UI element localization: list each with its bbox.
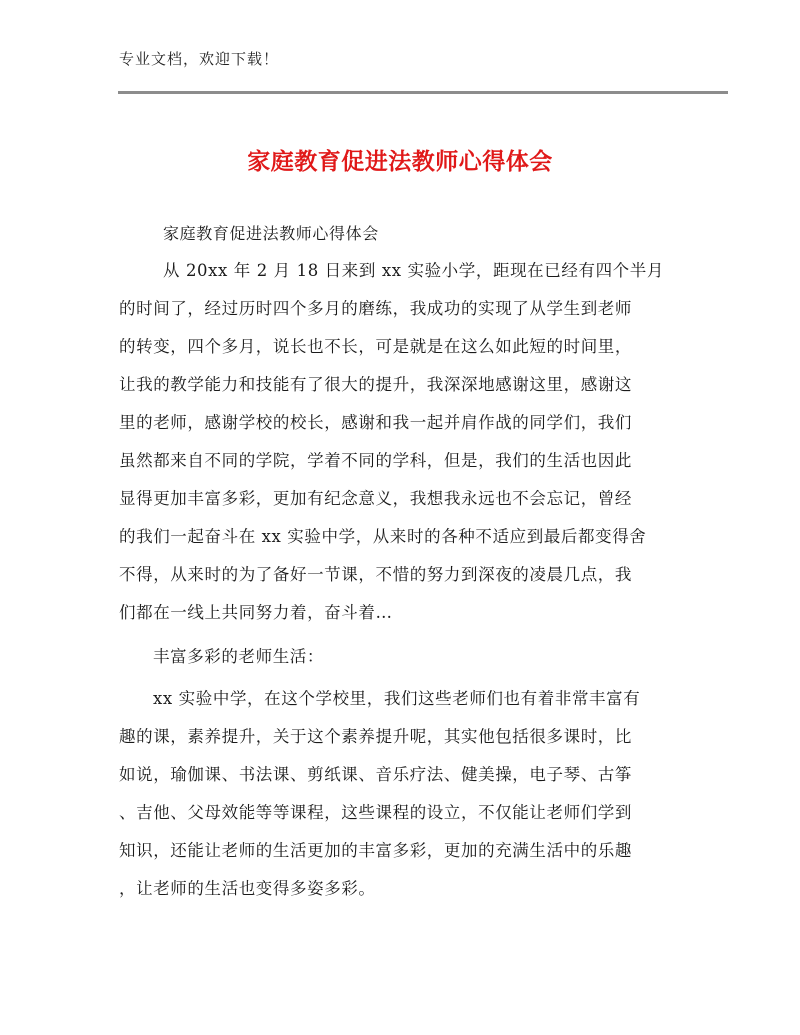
- paragraph-2-line: ，让老师的生活也变得多姿多彩。: [119, 879, 376, 898]
- paragraph-1-line: 们都在一线上共同努力着，奋斗着…: [119, 603, 393, 622]
- paragraph-2-line: 知识，还能让老师的生活更加的丰富多彩，更加的充满生活中的乐趣: [119, 841, 632, 860]
- paragraph-2-line: 趣的课，素养提升，关于这个素养提升呢，其实他包括很多课时，比: [119, 727, 632, 746]
- section-heading: 丰富多彩的老师生活：: [153, 647, 324, 666]
- paragraph-2-line: xx 实验中学，在这个学校里，我们这些老师们也有着非常丰富有: [153, 689, 641, 708]
- paragraph-1-line: 的时间了，经过历时四个多月的磨练，我成功的实现了从学生到老师: [119, 299, 632, 318]
- paragraph-1-line: 从 20xx 年 2 月 18 日来到 xx 实验小学，距现在已经有四个半月: [163, 261, 664, 280]
- document-subtitle: 家庭教育促进法教师心得体会: [163, 224, 379, 243]
- paragraph-2-line: 如说，瑜伽课、书法课、剪纸课、音乐疗法、健美操，电子琴、古筝: [119, 765, 632, 784]
- paragraph-2-line: 、吉他、父母效能等等课程，这些课程的设立，不仅能让老师们学到: [119, 803, 632, 822]
- paragraph-1-line: 的转变，四个多月，说长也不长，可是就是在这么如此短的时间里，: [119, 337, 632, 356]
- paragraph-1-line: 不得，从来时的为了备好一节课，不惜的努力到深夜的凌晨几点，我: [119, 565, 632, 584]
- header-note: 专业文档，欢迎下载！: [119, 50, 280, 68]
- document-title: 家庭教育促进法教师心得体会: [247, 149, 553, 175]
- paragraph-1-line: 虽然都来自不同的学院，学着不同的学科，但是，我们的生活也因此: [119, 451, 632, 470]
- paragraph-1-line: 显得更加丰富多彩，更加有纪念意义，我想我永远也不会忘记，曾经: [119, 489, 632, 508]
- paragraph-1-line: 的我们一起奋斗在 xx 实验中学，从来时的各种不适应到最后都变得舍: [119, 527, 647, 546]
- paragraph-1-line: 让我的教学能力和技能有了很大的提升，我深深地感谢这里，感谢这: [119, 375, 632, 394]
- header-divider: [118, 91, 728, 94]
- paragraph-1-line: 里的老师，感谢学校的校长，感谢和我一起并肩作战的同学们，我们: [119, 413, 632, 432]
